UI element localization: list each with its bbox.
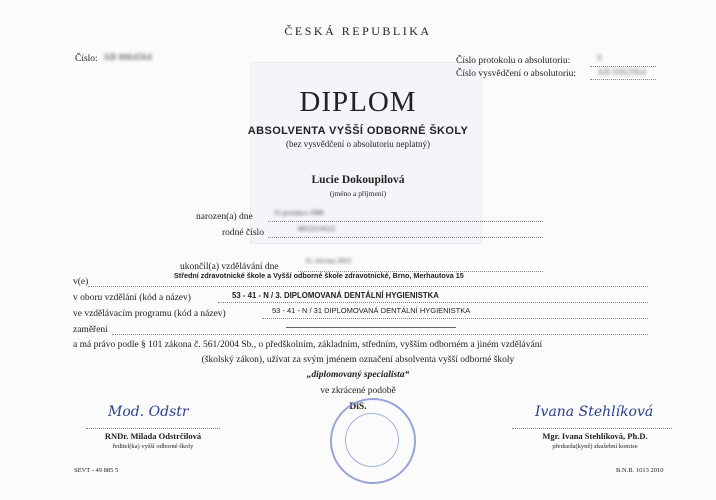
footer-left-code: SEVT - 49 885 5 <box>74 467 119 474</box>
born-value: 21 prosince 1988 <box>274 209 324 217</box>
completed-value: 11. června 2012 <box>305 257 352 265</box>
diploma-subtitle: ABSOLVENTA VYŠŠÍ ODBORNÉ ŠKOLY <box>247 125 469 137</box>
protocol-label: Číslo protokolu o absolutoriu: <box>456 56 571 66</box>
program-label: ve vzdělávacím programu (kód a název) <box>73 309 226 319</box>
right-signatory-name: Mgr. Ivana Stehlíková, Ph.D. <box>542 431 648 441</box>
designation: „diplomovaný specialista“ <box>306 370 410 380</box>
validity-note: (bez vysvědčení o absolutoriu neplatný) <box>286 139 430 149</box>
born-line <box>268 221 543 222</box>
right-signatory-role: předseda(kyně) zkušební komise <box>552 443 638 450</box>
field-line <box>218 302 648 303</box>
completed-label: ukončil(a) vzdělávání dne <box>180 262 279 272</box>
diploma-title: DIPLOM <box>299 86 417 118</box>
program-underline <box>286 327 456 328</box>
right-signature-line <box>512 428 672 429</box>
school-stamp <box>330 398 416 484</box>
certificate-label: Číslo vysvědčení o absolutoriu: <box>456 69 577 79</box>
school-value: Střední zdravotnické škole a Vyšší odborné škole zdravotnické, Brno, Merhautova 15 <box>174 271 464 280</box>
name-caption: (jméno a příjmení) <box>329 189 387 198</box>
number-label: Číslo: <box>75 54 98 64</box>
number-value: AB 0064564 <box>103 53 152 63</box>
focus-label: zaměření <box>73 325 108 335</box>
birth-number-line <box>268 237 543 238</box>
birth-number-label: rodné číslo <box>222 228 264 238</box>
law-line-2: (školský zákon), užívat za svým jménem označení absolventa vyšší odborné školy <box>201 355 515 365</box>
program-value: 53 - 41 - N / 31 DIPLOMOVANÁ DENTÁLNÍ HYGIENISTKA <box>272 306 471 315</box>
protocol-line <box>590 66 656 67</box>
program-line <box>262 318 648 319</box>
birth-number-value: 885221/0122 <box>298 225 335 233</box>
field-value: 53 - 41 - N / 3. DIPLOMOVANÁ DENTÁLNÍ HYGIENISTKA <box>232 291 439 300</box>
stamp-inner-ring <box>345 413 399 467</box>
born-label: narozen(a) dne <box>196 212 253 222</box>
certificate-value: AB 0062964 <box>597 68 646 78</box>
short-form-value: DiS. <box>349 402 367 412</box>
left-signature-scribble: Mod. Odstr <box>108 404 189 420</box>
law-line-1: a má právo podle § 101 zákona č. 561/2004 Sb., o předškolním, základním, středním, vyšším odborném a jiném vzdělávání <box>73 340 543 350</box>
left-signatory-role: ředitel(ka) vyšší odborné školy <box>112 443 194 450</box>
left-signatory-name: RNDr. Milada Odstrčilová <box>104 431 202 441</box>
country-heading: ČESKÁ REPUBLIKA <box>284 24 432 38</box>
certificate-line <box>590 79 656 80</box>
graduate-name: Lucie Dokoupilová <box>311 174 405 186</box>
footer-right-code: B.N.B. 1013 2010 <box>616 467 664 474</box>
short-form-label: ve zkrácené podobě <box>320 386 396 396</box>
school-label: v(e) <box>73 277 89 287</box>
left-signature-line <box>86 428 220 429</box>
school-line <box>88 286 648 287</box>
focus-line <box>112 334 648 335</box>
right-signature-scribble: Ivana Stehlíková <box>535 404 654 420</box>
protocol-value: 9 <box>597 54 602 64</box>
field-label: v oboru vzdělání (kód a název) <box>73 293 191 303</box>
